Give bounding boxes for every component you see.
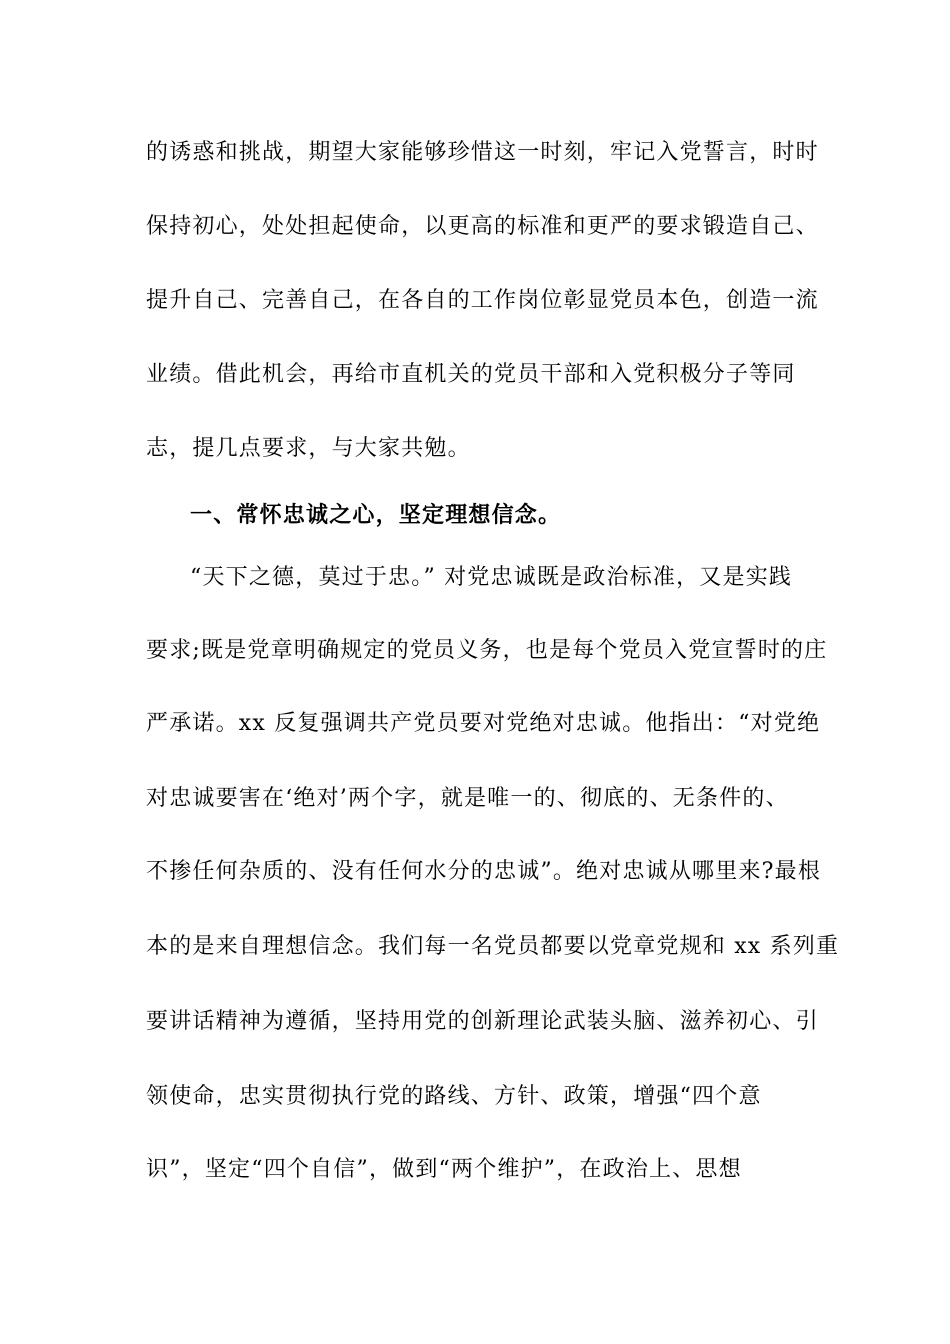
text-line: 提升自己、完善自己，在各自的工作岗位彰显党员本色，创造一流 <box>146 288 819 313</box>
text-line: “天下之德，莫过于忠。” 对党忠诚既是政治标准，又是实践 <box>190 565 793 590</box>
text-line: 对忠诚要害在‘绝对’两个字，就是唯一的、彻底的、无条件的、 <box>146 786 789 811</box>
text-line: 要讲话精神为遵循，坚持用党的创新理论武装头脑、滋养初心、引 <box>146 1009 819 1034</box>
text-line: 严承诺。xx 反复强调共产党员要对党绝对忠诚。他指出：“对党绝 <box>146 711 821 736</box>
section-heading: 一、常怀忠诚之心，坚定理想信念。 <box>190 502 562 528</box>
text-line: 保持初心，处处担起使命，以更高的标准和更严的要求锻造自己、 <box>146 214 819 239</box>
text-line: 的诱惑和挑战，期望大家能够珍惜这一时刻，牢记入党誓言，时时 <box>146 140 819 165</box>
text-line: 识”，坚定“四个自信”，做到“两个维护”，在政治上、思想 <box>146 1157 742 1182</box>
text-line: 领使命，忠实贯彻执行党的路线、方针、政策，增强“四个意 <box>146 1084 762 1109</box>
text-line: 业绩。借此机会，再给市直机关的党员干部和入党积极分子等同 <box>146 362 796 387</box>
text-line: 不掺任何杂质的、没有任何水分的忠诚”。绝对忠诚从哪里来?最根 <box>146 859 822 884</box>
text-line: 本的是来自理想信念。我们每一名党员都要以党章党规和 xx 系列重 <box>146 934 840 959</box>
text-line: 要求;既是党章明确规定的党员义务，也是每个党员入党宣誓时的庄 <box>146 638 828 663</box>
text-line: 志，提几点要求，与大家共勉。 <box>146 436 471 461</box>
